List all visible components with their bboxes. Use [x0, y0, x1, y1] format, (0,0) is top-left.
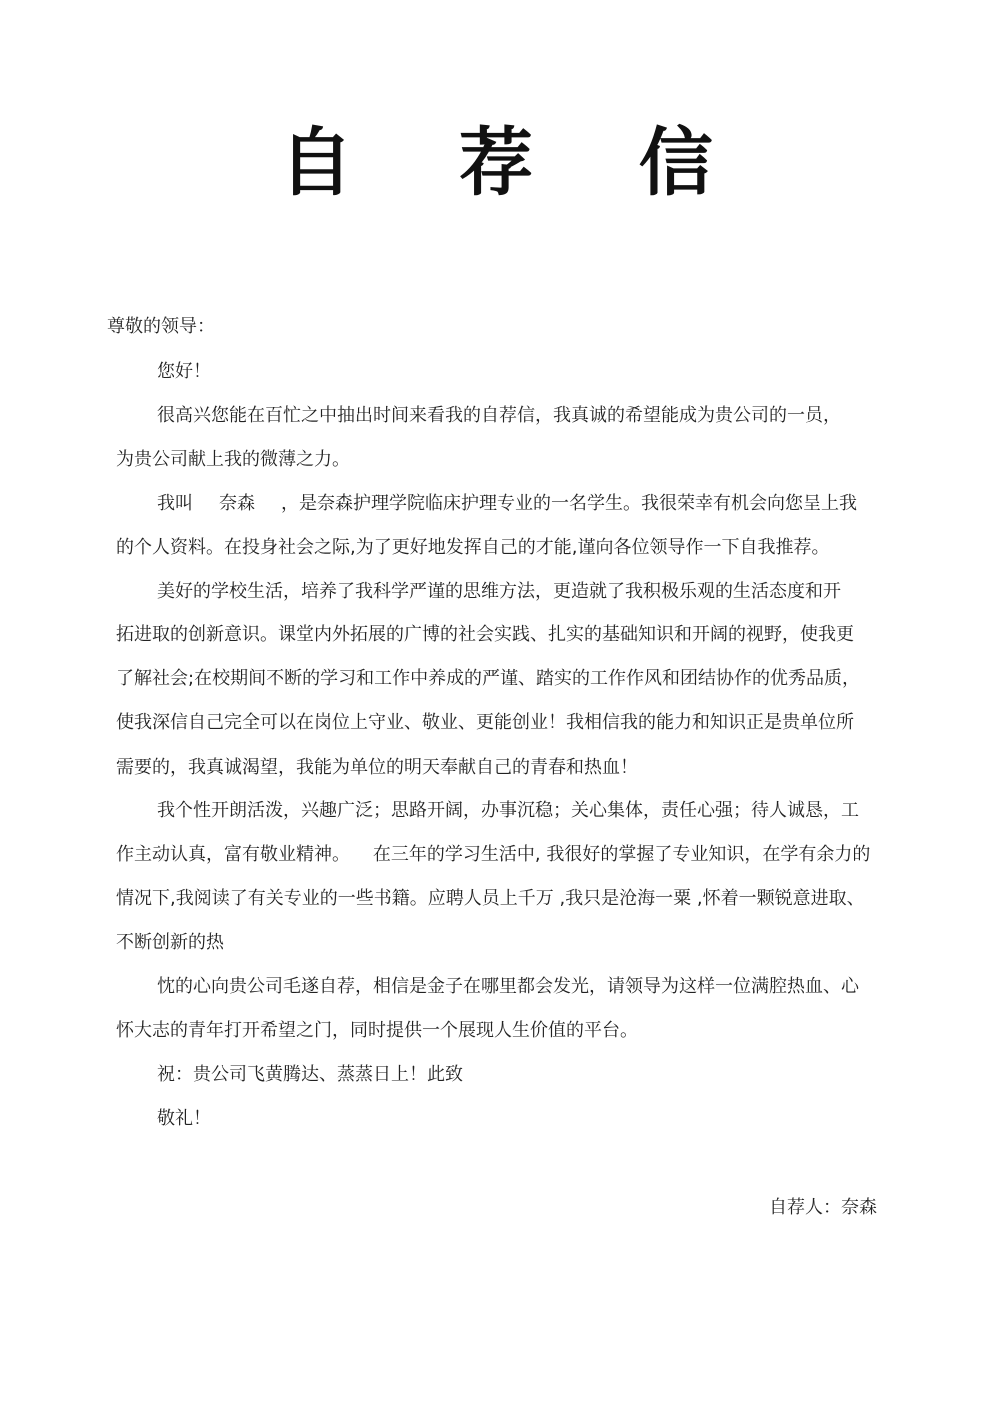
paragraph-4-line-3: 情况下,我阅读了有关专业的一些书籍。应聘人员上千万 ,我只是沧海一粟 ,怀着一颗锐意进取、 [116, 888, 865, 909]
closing-regards: 敬礼！ [157, 1108, 211, 1129]
paragraph-5-line-1: 忱的心向贵公司毛遂自荐，相信是金子在哪里都会发光，请领导为这样一位满腔热血、心 [157, 976, 859, 997]
paragraph-4-line-1: 我个性开朗活泼，兴趣广泛；思路开阔，办事沉稳；关心集体，责任心强；待人诚恳，工 [157, 800, 859, 821]
paragraph-3-line-3: 了解社会;在校期间不断的学习和工作中养成的严谨、踏实的工作作风和团结协作的优秀品质， [116, 668, 861, 689]
paragraph-2-line-2: 的个人资料。在投身社会之际,为了更好地发挥自己的才能,谨向各位领导作一下自我推荐。 [116, 537, 830, 558]
paragraph-2-line-1 [157, 492, 857, 516]
hello-line: 您好！ [157, 361, 211, 382]
greeting: 尊敬的领导： [107, 316, 215, 337]
paragraph-4-line-4: 不断创新的热 [116, 932, 224, 953]
closing-wish: 祝：贵公司飞黄腾达、蒸蒸日上！此致 [157, 1064, 463, 1085]
paragraph-3-line-4: 使我深信自己完全可以在岗位上守业、敬业、更能创业！我相信我的能力和知识正是贵单位所 [116, 712, 854, 733]
paragraph-3-line-2: 拓进取的创新意识。课堂内外拓展的广博的社会实践、扎实的基础知识和开阔的视野，使我更 [116, 624, 854, 645]
intro-prefix: 我叫 [157, 493, 193, 514]
paragraph-4-line-2: 作主动认真，富有敬业精神。 在三年的学习生活中, 我很好的掌握了专业知识，在学有余力的 [116, 844, 871, 865]
paragraph-1-line-2: 为贵公司献上我的微薄之力。 [116, 449, 350, 470]
paragraph-5-line-2: 怀大志的青年打开希望之门，同时提供一个展现人生价值的平台。 [116, 1020, 638, 1041]
page-title: 自 荐 信 [279, 120, 753, 206]
paragraph-3-line-1: 美好的学校生活，培养了我科学严谨的思维方法，更造就了我积极乐观的生活态度和开 [157, 581, 841, 602]
paragraph-3-line-5: 需要的，我真诚渴望，我能为单位的明天奉献自己的青春和热血！ [116, 757, 638, 778]
signature: 自荐人：奈森 [769, 1197, 877, 1218]
paragraph-1-line-1: 很高兴您能在百忙之中抽出时间来看我的自荐信，我真诚的希望能成为贵公司的一员， [157, 405, 841, 426]
intro-rest: ，是奈森护理学院临床护理专业的一名学生。我很荣幸有机会向您呈上我 [281, 493, 857, 514]
applicant-name: 奈森 [219, 493, 255, 514]
